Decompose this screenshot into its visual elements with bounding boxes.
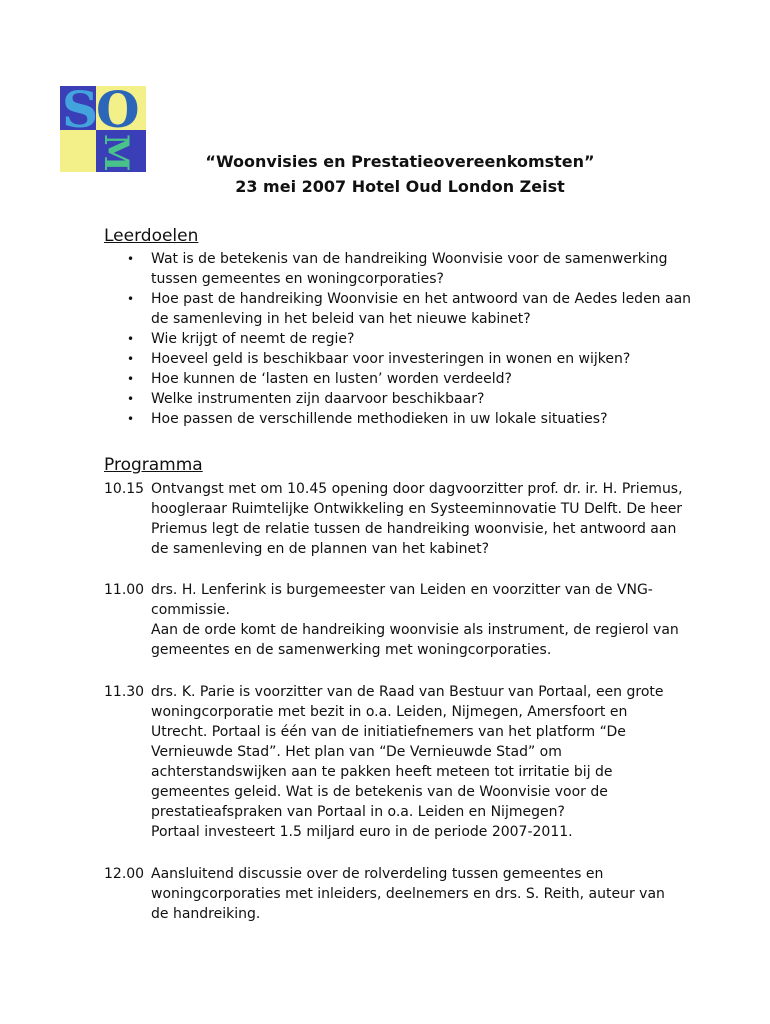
logo-letter-m: M: [96, 134, 136, 172]
list-item: • Hoe passen de verschillende methodieken in uw lokale situaties?: [104, 409, 704, 429]
programma-heading: Programma: [104, 455, 203, 475]
program-text: Aansluitend discussie over de rolverdeling tussen gemeentes en woningcorporaties met inleiders, deelnemers en drs. S. Reith, auteur van de handreiking.: [151, 866, 665, 922]
list-item: • Hoe past de handreiking Woonvisie en het antwoord van de Aedes leden aan de samenleving in het beleid van het nieuwe kabinet?: [104, 289, 704, 329]
list-item: • Hoeveel geld is beschikbaar voor investeringen in wonen en wijken?: [104, 349, 704, 369]
program-time: 10.15: [104, 481, 145, 497]
program-text: Ontvangst met om 10.45 opening door dagvoorzitter prof. dr. ir. H. Priemus, hoogleraar Ruimtelijke Ontwikkeling en Systeeminnovatie TU Delft. De heer Priemus legt de relatie tussen de handreiking woonvisie, het antwoord aan de samenleving en de plannen van het kabinet?: [151, 481, 683, 557]
program-item: [104, 580, 684, 660]
leerdoelen-list: [104, 249, 704, 429]
program-item: [104, 682, 684, 842]
program-time: 11.30: [104, 684, 145, 700]
document-subtitle: 23 mei 2007 Hotel Oud London Zeist: [235, 177, 565, 196]
program-text: Aan de orde komt de handreiking woonvisie als instrument, de regierol van gemeentes en de samenwerking met woningcorporaties.: [151, 622, 679, 658]
program-text: Portaal investeert 1.5 miljard euro in de periode 2007-2011.: [151, 824, 573, 840]
program-item: [104, 479, 684, 559]
logo-letter-s: S: [62, 80, 99, 139]
list-item: • Hoe kunnen de ‘lasten en lusten’ worden verdeeld?: [104, 369, 704, 389]
leerdoelen-heading: Leerdoelen: [104, 226, 199, 246]
program-item: [104, 864, 684, 924]
program-time: 11.00: [104, 582, 145, 598]
list-item: • Wie krijgt of neemt de regie?: [104, 329, 704, 349]
program-time: 12.00: [104, 866, 145, 882]
document-title: “Woonvisies en Prestatieovereenkomsten”: [205, 152, 595, 171]
logo-letter-o: O: [96, 80, 140, 139]
list-item: • Welke instrumenten zijn daarvoor beschikbaar?: [104, 389, 704, 409]
program-text: drs. H. Lenferink is burgemeester van Leiden en voorzitter van de VNG-commissie.: [151, 582, 653, 618]
program-text: drs. K. Parie is voorzitter van de Raad van Bestuur van Portaal, een grote woningcorporatie met bezit in o.a. Leiden, Nijmegen, Amersfoort en Utrecht. Portaal is één van de initiatiefnemers van het platform “De Vernieuwde Stad”. Het plan van “De Vernieuwde Stad” om achterstandswijken aan te pakken heeft meteen tot irritatie bij de gemeentes geleid. Wat is de betekenis van de Woonvisie voor de prestatieafspraken van Portaal in o.a. Leiden en Nijmegen?: [151, 684, 664, 820]
list-item: • Wat is de betekenis van de handreiking Woonvisie voor de samenwerking tussen gemeentes en woningcorporaties?: [104, 249, 704, 289]
